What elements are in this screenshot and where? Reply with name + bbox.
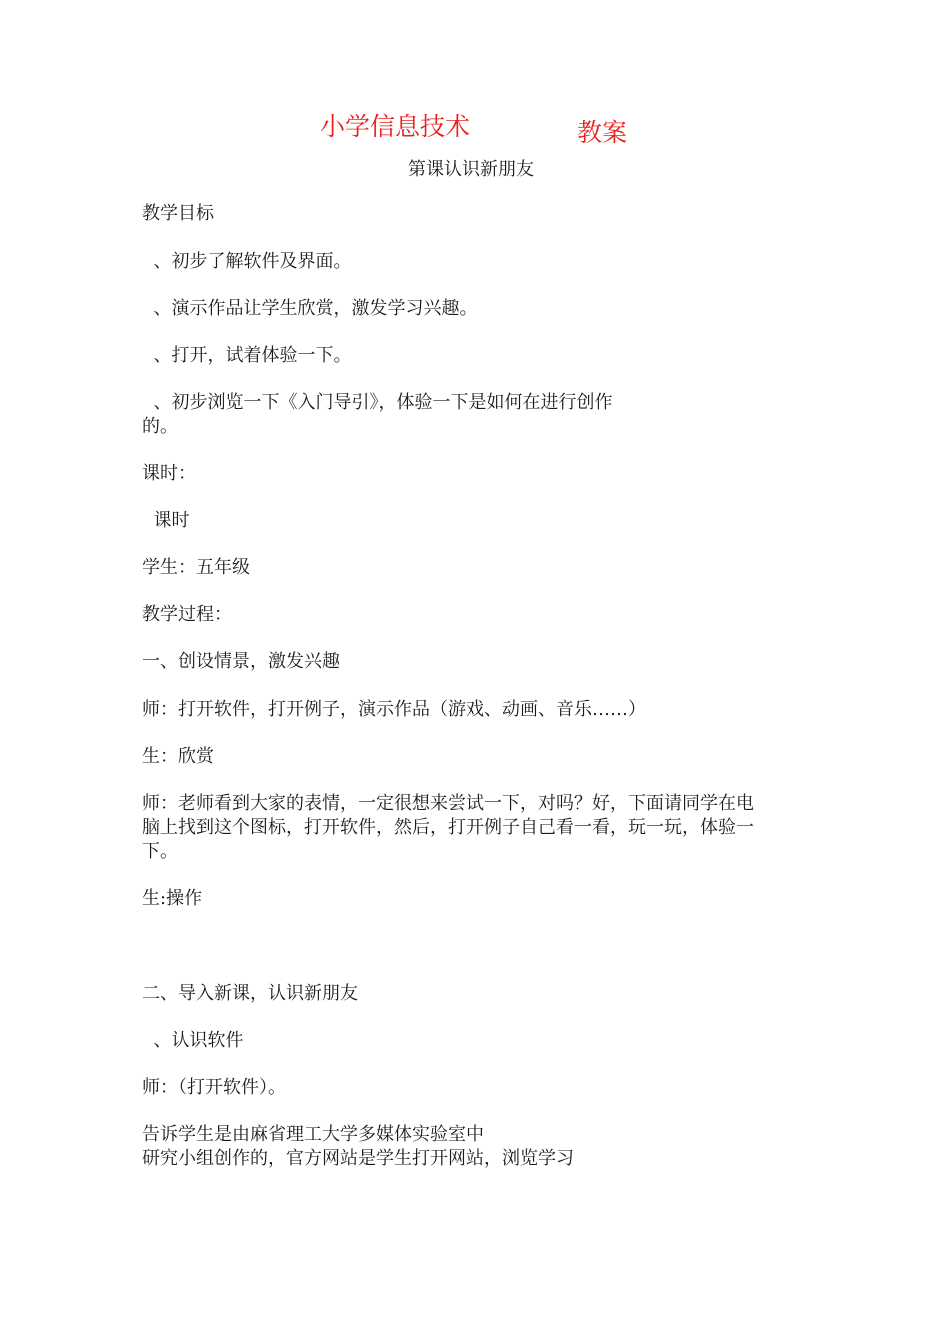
paragraph-line: 教学过程： [142, 604, 232, 625]
paragraph-line: 课时 [142, 510, 190, 531]
doc-title: 小学信息技术 [320, 112, 471, 141]
paragraph-line: 告诉学生是由麻省理工大学多媒体实验室中 [142, 1124, 484, 1145]
paragraph-line: 、初步了解软件及界面。 [142, 251, 352, 272]
paragraph-line: 脑上找到这个图标，打开软件，然后，打开例子自己看一看，玩一玩，体验一 [142, 817, 754, 838]
paragraph-line: 一、创设情景，激发兴趣 [142, 651, 340, 672]
paragraph-line: 师：打开软件，打开例子，演示作品（游戏、动画、音乐……） [142, 699, 646, 720]
paragraph-line: 、初步浏览一下《入门导引》，体验一下是如何在进行创作 [142, 392, 613, 413]
paragraph-line: 、演示作品让学生欣赏，激发学习兴趣。 [142, 298, 478, 319]
doc-title-suffix: 教案 [577, 118, 628, 147]
lesson-subtitle: 第课认识新朋友 [408, 159, 534, 180]
paragraph-line: 、打开，试着体验一下。 [142, 345, 352, 366]
paragraph-line: 、认识软件 [142, 1030, 244, 1051]
paragraph-line: 师：老师看到大家的表情，一定很想来尝试一下，对吗？好，下面请同学在电 [142, 793, 754, 814]
paragraph-line: 的。 [142, 416, 178, 437]
paragraph-line: 二、导入新课，认识新朋友 [142, 983, 358, 1004]
paragraph-line: 下。 [142, 841, 178, 862]
paragraph-line: 生:操作 [142, 888, 203, 909]
paragraph-line: 学生：五年级 [142, 557, 250, 578]
paragraph-line: 教学目标 [142, 203, 214, 224]
paragraph-line: 师：（打开软件）。 [142, 1077, 286, 1098]
paragraph-line: 课时： [142, 463, 196, 484]
paragraph-line: 生：欣赏 [142, 746, 214, 767]
paragraph-line: 研究小组创作的，官方网站是学生打开网站，浏览学习 [142, 1148, 574, 1169]
